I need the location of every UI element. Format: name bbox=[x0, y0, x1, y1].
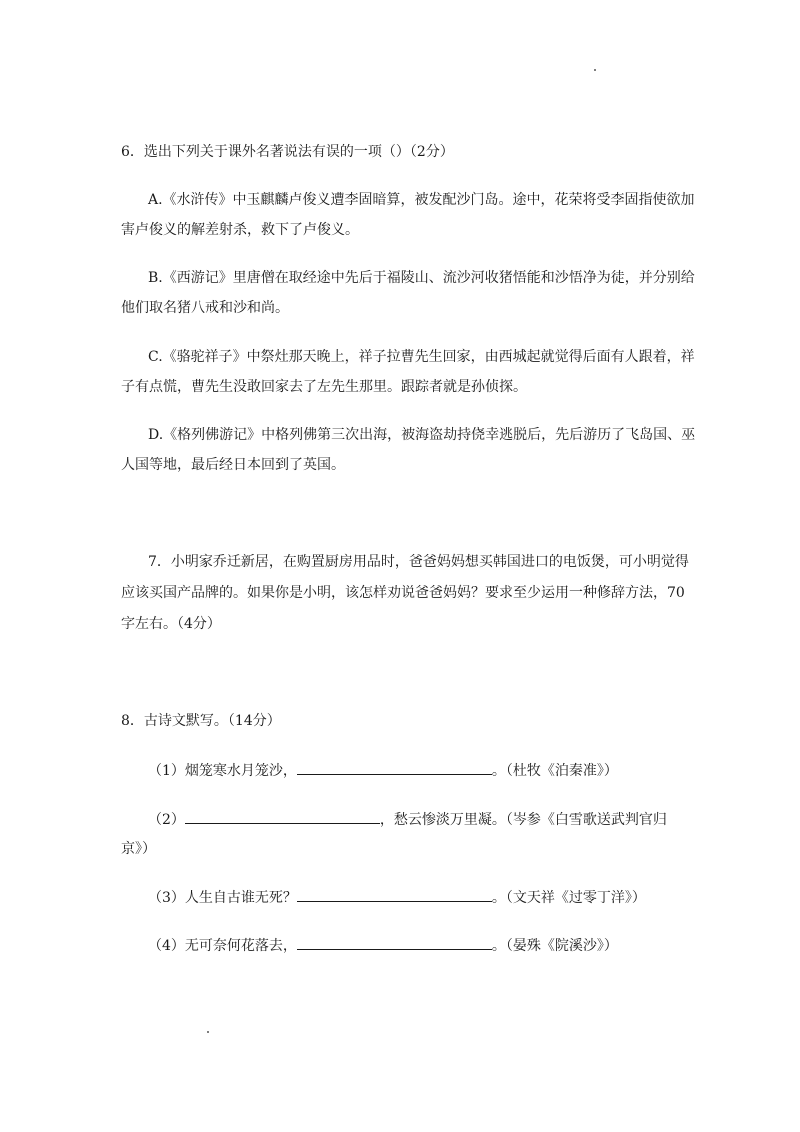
q6-option-a-line2: 害卢俊义的解差射杀，救下了卢俊义。 bbox=[121, 222, 359, 238]
q6-option-c-line2: 子有点慌，曹先生没敢回家去了左先生那里。跟踪者就是孙侦探。 bbox=[121, 379, 527, 395]
q6-stem: 6．选出下列关于课外名著说法有误的一项（）（2分） bbox=[121, 144, 454, 160]
q6-option-a-line1: A.《水浒传》中玉麒麟卢俊义遭李固暗算，被发配沙门岛。途中，花荣将受李固指使欲加 bbox=[148, 192, 695, 208]
q8-item1-answer-blank[interactable] bbox=[297, 760, 492, 775]
q8-item3-answer-blank[interactable] bbox=[297, 887, 492, 902]
q8-item1-prefix: （1）烟笼寒水月笼沙， bbox=[148, 763, 297, 779]
q8-item3 bbox=[148, 887, 646, 908]
q8-stem: 8．古诗文默写。（14分） bbox=[121, 713, 281, 729]
q8-item2 bbox=[148, 809, 667, 830]
q6-option-c-line1: C.《骆驼祥子》中祭灶那天晚上，祥子拉曹先生回家，由西城起就觉得后面有人跟着，祥 bbox=[148, 349, 695, 365]
q6-option-b-line2: 他们取名猪八戒和沙和尚。 bbox=[121, 300, 289, 316]
top-dot-mark bbox=[594, 69, 596, 71]
q8-item4-suffix: 。（晏殊《院溪沙》） bbox=[491, 938, 618, 954]
q7-line3: 字左右。（4分） bbox=[121, 616, 221, 632]
q8-item1 bbox=[148, 760, 618, 781]
q8-item4 bbox=[148, 935, 618, 956]
q7-line2: 应该买国产品牌的。如果你是小明，该怎样劝说爸爸妈妈？要求至少运用一种修辞方法，70 bbox=[121, 585, 685, 601]
q8-item4-answer-blank[interactable] bbox=[297, 935, 492, 950]
q6-option-d-line2: 人国等地，最后经日本回到了英国。 bbox=[121, 457, 345, 473]
q8-item2-prefix: （2） bbox=[148, 812, 185, 828]
q8-item3-suffix: 。（文天祥《过零丁洋》） bbox=[491, 890, 646, 906]
q8-item3-prefix: （3）人生自古谁无死？ bbox=[148, 890, 297, 906]
q8-item2-suffix: ，愁云惨淡万里凝。（岑参《白雪歌送武判官归 bbox=[379, 812, 667, 828]
q7-line1: 7．小明家乔迁新居，在购置厨房用品时，爸爸妈妈想买韩国进口的电饭煲，可小明觉得 bbox=[148, 554, 689, 570]
bottom-dot-mark bbox=[207, 1031, 209, 1033]
q6-option-b-line1: B.《西游记》里唐僧在取经途中先后于福陵山、流沙河收猪悟能和沙悟净为徒，并分别给 bbox=[148, 270, 695, 286]
q8-item1-suffix: 。（杜牧《泊秦准》） bbox=[491, 763, 618, 779]
q6-option-d-line1: D.《格列佛游记》中格列佛第三次出海，被海盗劫持侥幸逃脱后，先后游历了飞岛国、巫 bbox=[148, 427, 696, 443]
q8-item2-line2: 京》） bbox=[121, 841, 156, 857]
q8-item2-answer-blank[interactable] bbox=[185, 809, 380, 824]
q8-item4-prefix: （4）无可奈何花落去， bbox=[148, 938, 297, 954]
